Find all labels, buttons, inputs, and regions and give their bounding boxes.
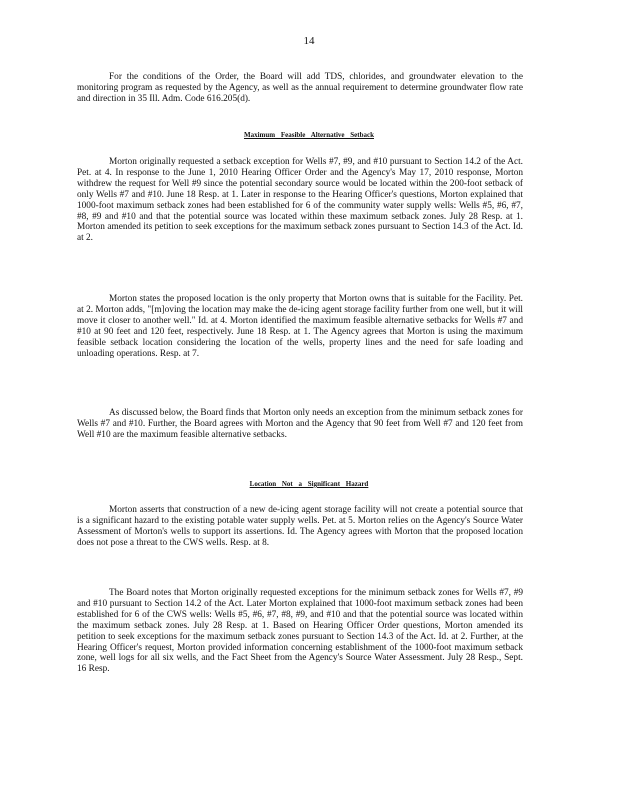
page-number: 14 <box>303 35 315 47</box>
paragraph-monitoring-conditions: For the conditions of the Order, the Board will add TDS, chlorides, and groundwater elevation to the monitoring program as requested by the Agency, as well as the annual requirement to determine groundwater flow rate and direction in 35 Ill. Adm. Code 616.205(d). <box>77 72 523 104</box>
paragraph-proposed-location: Morton states the proposed location is the only property that Morton owns that is suitable for the Facility. Pet. at 2. Morton adds, "[m]oving the location may make the de-icing agent storage facility further from one well, but it will move it closer to another well." Id. at 4. Morton identified the maximum feasible alternative setbacks for Wells #7 and #10 at 90 feet and 120 feet, respectively. June 18 Resp. at 1. The Agency agrees that Morton is using the maximum feasible setback location considering the location of the wells, property lines and the need for safe loading and unloading operations. Resp. at 7. <box>77 294 523 359</box>
paragraph-setback-request: Morton originally requested a setback exception for Wells #7, #9, and #10 pursuant to Section 14.2 of the Act. Pet. at 4. In response to the June 1, 2010 Hearing Officer Order and the Agency's May 17, 2010 response, Morton withdrew the request for Well #9 since the potential secondary source would be located within the 200-foot setback of only Wells #7 and #10. June 18 Resp. at 1. Later in response to the Hearing Officer's questions, Morton explained that 1000-foot maximum setback zones had been established for 6 of the community water supply wells: Wells #5, #6, #7, #8, #9 and #10 and that the potential source was located within these maximum setback zones. July 28 Resp. at 1. Morton amended its petition to seek exceptions for the maximum setback zones pursuant to Section 14.3 of the Act. Id. at 2. <box>77 157 523 244</box>
paragraph-significant-hazard: Morton asserts that construction of a new de-icing agent storage facility will not create a potential source that is a significant hazard to the existing potable water supply wells. Pet. at 5. Morton relies on the Agency's Source Water Assessment of Morton's wells to support its assertions. Id. The Agency agrees with Morton that the proposed location does not pose a threat to the CWS wells. Resp. at 8. <box>77 505 523 548</box>
section-heading-maximum-feasible-alternative-setback: Maximum Feasible Alternative Setback <box>243 131 374 139</box>
paragraph-board-finds: As discussed below, the Board finds that Morton only needs an exception from the minimum setback zones for Wells #7 and #10. Further, the Board agrees with Morton and the Agency that 90 feet from Well #7 and 120 feet from Well #10 are the maximum feasible alternative setbacks. <box>77 408 523 440</box>
paragraph-board-notes: The Board notes that Morton originally requested exceptions for the minimum setback zones for Wells #7, #9 and #10 pursuant to Section 14.2 of the Act. Later Morton explained that 1000-foot maximum setback zones had been established for 6 of the CWS wells: Wells #5, #6, #7, #8, #9, and #10 and that the potential source was located within the maximum setback zones. July 28 Resp. at 1. Based on Hearing Officer Order questions, Morton amended its petition to seek exceptions for the maximum setback zones pursuant to Section 14.3 of the Act. Id. at 2. Further, at the Hearing Officer's request, Morton provided information concerning establishment of the 1000-foot maximum setback zone, well logs for all six wells, and the Fact Sheet from the Agency's Source Water Assessment. July 28 Resp., Sept. 16 Resp. <box>77 588 523 675</box>
section-heading-location-not-significant-hazard: Location Not a Significant Hazard <box>249 480 369 488</box>
